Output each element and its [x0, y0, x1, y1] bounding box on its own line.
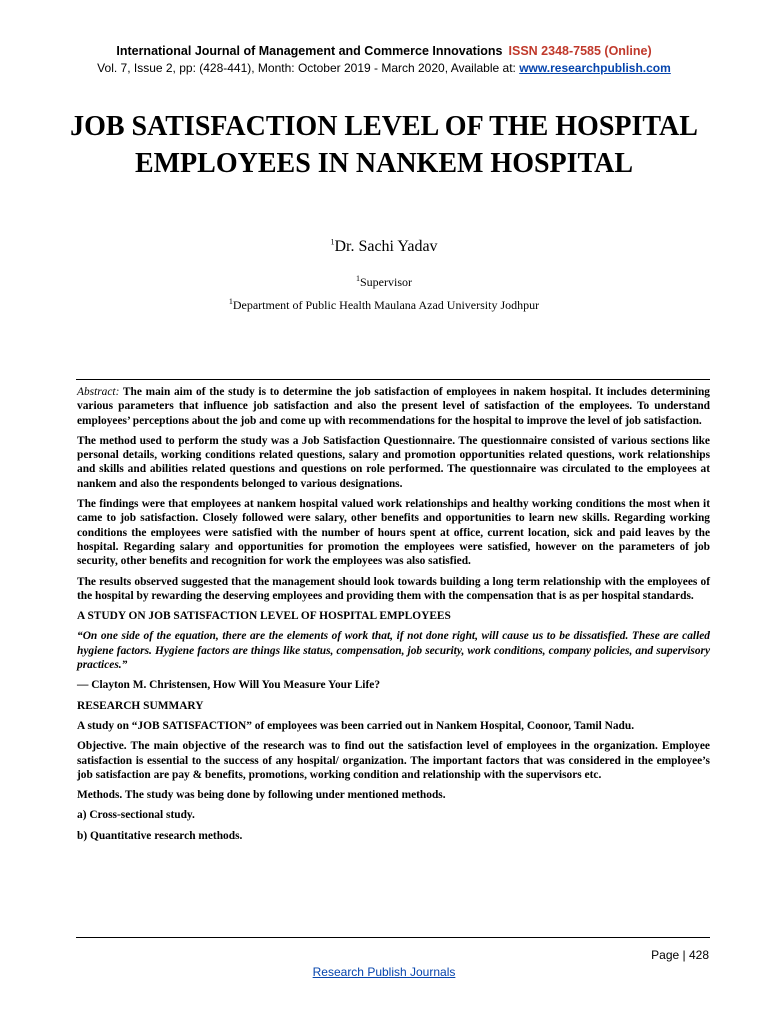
author-role: Supervisor: [360, 275, 412, 289]
page-number: Page | 428: [651, 948, 709, 962]
summary-paragraph: A study on “JOB SATISFACTION” of employees was been carried out in Nankem Hospital, Coonoor, Tamil Nadu.: [77, 719, 635, 732]
abstract-label: Abstract:: [77, 386, 120, 398]
abstract-text-2: The method used to perform the study was a Job Satisfaction Questionnaire. The questionnaire consisted of various sections like personal details, working conditions related questions, salary and promotion opportunities related questions, work relationships and skills and abilities related questions and questions on role performed. The questionnaire was circulated to the employees at nankem and also the respondents belonged to various designations.: [77, 434, 710, 490]
study-heading: A STUDY ON JOB SATISFACTION LEVEL OF HOSPITAL EMPLOYEES: [77, 610, 451, 623]
research-summary-heading: RESEARCH SUMMARY: [77, 699, 204, 712]
epigraph-quote: “On one side of the equation, there are the elements of work that, if not done right, will cause us to be dissatisfied. These are called hygiene factors. Hygiene factors are things like status, compensation, job security, work conditions, company policies, and supervisory practices.”: [77, 630, 710, 672]
author-superscript: 1: [330, 237, 335, 247]
method-item-a: a) Cross-sectional study.: [77, 809, 195, 822]
abstract-text-1: The main aim of the study is to determine the job satisfaction of employees in nakem hospital. It includes determining various parameters that influence job satisfaction and also the present level of satisfaction of the employees. To understand employees’ perceptions about the job and come up with recommendations for the hospital to improve the level of job satisfaction.: [77, 386, 710, 427]
abstract-top-rule: [76, 379, 710, 380]
epigraph-attribution: — Clayton M. Christensen, How Will You Measure Your Life?: [77, 679, 381, 692]
abstract-paragraph: [77, 385, 710, 428]
affiliation: Department of Public Health Maulana Azad University Jodhpur: [232, 298, 540, 312]
methods-paragraph: Methods. The study was being done by following under mentioned methods.: [77, 789, 446, 802]
volume-info: Vol. 7, Issue 2, pp: (428-441), Month: October 2019 - March 2020, Available at:: [97, 61, 520, 75]
journal-name: International Journal of Management and Commerce Innovations: [116, 44, 503, 58]
author-role-line: [0, 275, 768, 290]
author-line: [0, 238, 768, 256]
affiliation-superscript: 1: [228, 297, 233, 306]
journal-header: [0, 44, 768, 58]
issn-label: ISSN 2348-7585 (Online): [508, 44, 652, 58]
abstract-text-3: The findings were that employees at nankem hospital valued work relationships and healthy working conditions the most when it came to job satisfaction. Closely followed were salary, other benefits and opportunities to learn new skills. Regarding working conditions the employees were satisfied with the number of hours spent at office, current location, sick and paid leaves by the hospital. Regarding salary and opportunities for promotion the employees were satisfied, however on the parameters of job security, other benefits and recognition for work the employees was also satisfied.: [77, 498, 710, 568]
publisher-link[interactable]: Research Publish Journals: [312, 965, 456, 979]
role-superscript: 1: [356, 274, 360, 283]
journal-website-link[interactable]: www.researchpublish.com: [519, 61, 671, 75]
footer-rule: [76, 937, 710, 938]
abstract-text-4: The results observed suggested that the management should look towards building a long term relationship with the employees of the hospital by rewarding the deserving employees and providing them with the compensation that is as per hospital standards.: [77, 575, 710, 602]
author-name: Dr. Sachi Yadav: [334, 238, 438, 255]
objective-paragraph: Objective. The main objective of the research was to find out the satisfaction level of employees in the organization. Employee satisfaction is essential to the success of any hospital/ organization. The important factors that was considered in the employee’s job satisfaction are pay & benefits, promotions, working condition and relationship with the supervisors etc.: [77, 740, 710, 781]
affiliation-line: [0, 298, 768, 313]
main-text: [77, 385, 710, 849]
paper-title: JOB SATISFACTION LEVEL OF THE HOSPITAL EMPLOYEES IN NANKEM HOSPITAL: [70, 111, 698, 179]
journal-volume-line: [0, 61, 768, 75]
method-item-b: b) Quantitative research methods.: [77, 829, 243, 842]
